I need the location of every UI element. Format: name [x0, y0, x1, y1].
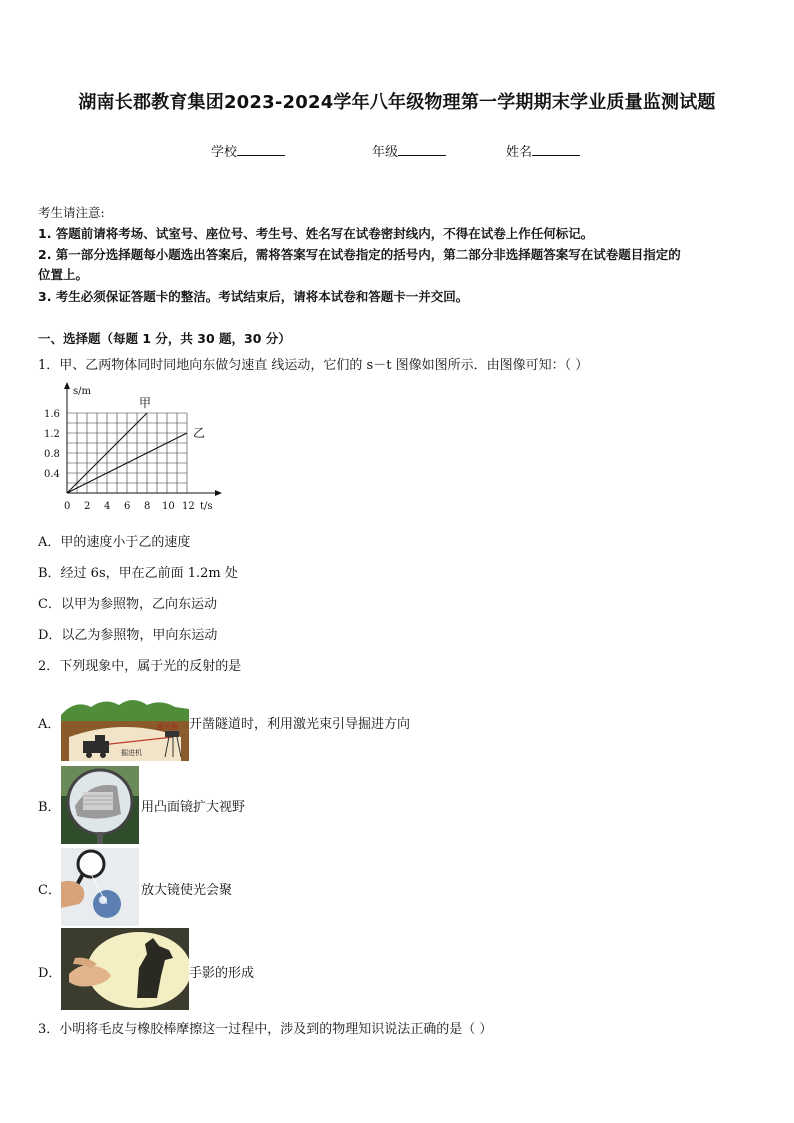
- y-tick-label: 1.2: [44, 429, 60, 440]
- tunnel-laser-image: [61, 697, 189, 761]
- x-tick-label: 2: [84, 501, 91, 512]
- grade-label: 年级: [372, 145, 399, 160]
- q2-option-c-letter[interactable]: C．: [38, 883, 61, 898]
- school-blank[interactable]: [237, 143, 285, 156]
- x-axis-arrow: [215, 490, 222, 496]
- magnifier-image: [61, 848, 139, 926]
- notice-item-3: 3. 考生必须保证答题卡的整洁。考试结束后，请将本试卷和答题卡一并交回。: [38, 289, 469, 304]
- hand-shadow-image: [61, 928, 189, 1010]
- y-tick-label: 0.4: [44, 469, 60, 480]
- grade-blank[interactable]: [398, 143, 446, 156]
- notice-item-2-cont: 位置上。: [38, 267, 89, 282]
- notice-item-2: 2. 第一部分选择题每小题选出答案后，需将答案写在试卷指定的括号内，第二部分非选择题答案写在试卷题目指定的: [38, 247, 681, 262]
- question-3-stem: 3．小明将毛皮与橡胶棒摩擦这一过程中，涉及到的物理知识说法正确的是（ ）: [38, 1022, 493, 1037]
- notice-item-1: 1. 答题前请将考场、试室号、座位号、考生号、姓名写在试卷密封线内，不得在试卷上作任何标记。: [38, 226, 594, 241]
- borer-label: 掘进机: [121, 749, 142, 757]
- y-axis-label: s/m: [73, 386, 91, 397]
- name-field: [506, 141, 580, 160]
- page-title: 湖南长郡教育集团2023-2024学年八年级物理第一学期期末学业质量监测试题: [78, 92, 716, 113]
- q1-option-d[interactable]: D．以乙为参照物，甲向东运动: [38, 628, 218, 643]
- x-tick-label: 0: [64, 501, 71, 512]
- grade-field: [372, 141, 446, 160]
- st-chart: [40, 378, 230, 518]
- y-tick-label: 0.8: [44, 449, 60, 460]
- x-tick-label: 10: [162, 501, 175, 512]
- question-1-stem: 1．甲、乙两物体同时同地向东做匀速直 线运动，它们的 s－t 图像如图所示．由图像可知：（ ）: [38, 358, 589, 373]
- series-yi-label: 乙: [193, 426, 206, 440]
- school-field: [211, 141, 285, 160]
- laser-label: 激光器: [157, 723, 178, 731]
- x-tick-label: 6: [124, 501, 131, 512]
- notice-heading: 考生请注意:: [38, 205, 105, 220]
- x-axis-label: t/s: [200, 501, 213, 512]
- y-axis-arrow: [64, 382, 70, 389]
- chart-grid: [67, 413, 187, 493]
- q1-option-b[interactable]: B．经过 6s，甲在乙前面 1.2m 处: [38, 566, 238, 581]
- q2-option-a-letter[interactable]: A．: [38, 717, 61, 732]
- series-jia-label: 甲: [139, 396, 152, 410]
- name-blank[interactable]: [532, 143, 580, 156]
- x-tick-label: 8: [144, 501, 151, 512]
- q2-option-c-text[interactable]: 放大镜使光会聚: [141, 883, 233, 898]
- q2-option-d-letter[interactable]: D．: [38, 966, 62, 981]
- q1-option-a[interactable]: A．甲的速度小于乙的速度: [38, 535, 191, 550]
- section-heading: 一、选择题（每题 1 分，共 30 题，30 分）: [38, 331, 291, 346]
- x-tick-label: 12: [182, 501, 195, 512]
- q2-option-d-text[interactable]: 手影的形成: [189, 966, 255, 981]
- school-label: 学校: [211, 145, 238, 160]
- name-label: 姓名: [506, 145, 533, 160]
- y-tick-label: 1.6: [44, 409, 60, 420]
- q2-option-b-letter[interactable]: B．: [38, 800, 61, 815]
- question-2-stem: 2．下列现象中，属于光的反射的是: [38, 659, 242, 674]
- q2-option-b-text[interactable]: 用凸面镜扩大视野: [141, 800, 246, 815]
- convex-mirror-image: [61, 766, 139, 844]
- q2-option-a-text[interactable]: 开凿隧道时，利用激光束引导掘进方向: [189, 717, 411, 732]
- x-tick-label: 4: [104, 501, 111, 512]
- q1-option-c[interactable]: C．以甲为参照物，乙向东运动: [38, 597, 217, 612]
